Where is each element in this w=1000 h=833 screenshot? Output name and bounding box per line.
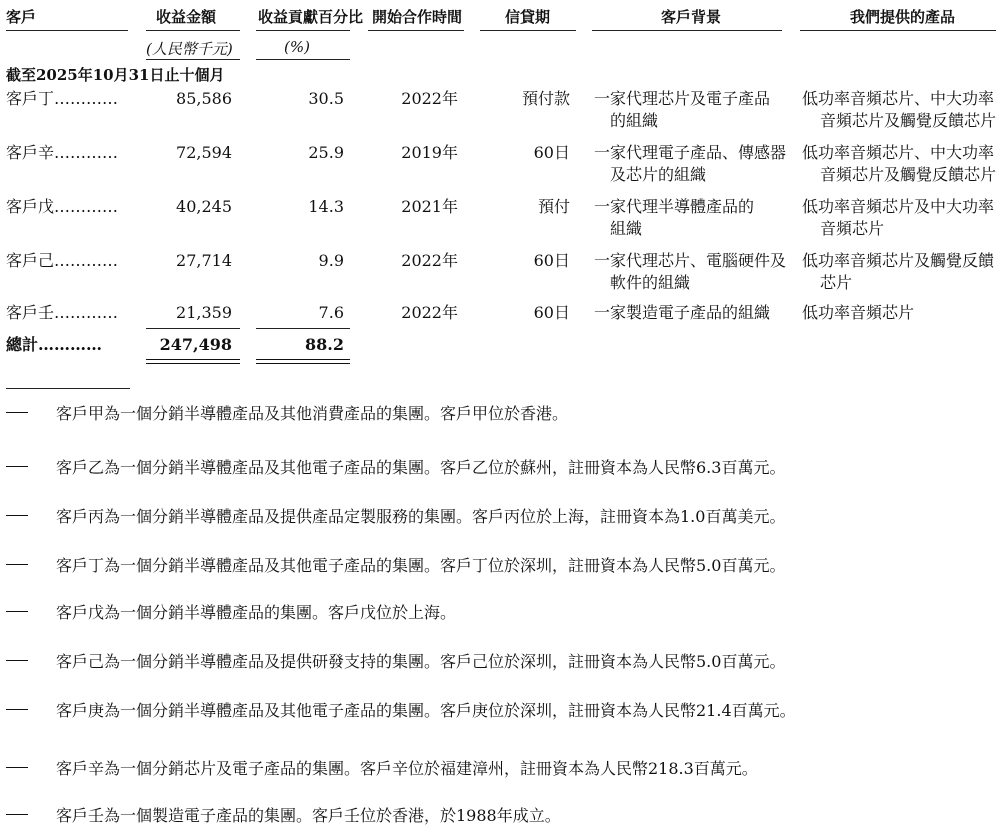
subtotal-rule xyxy=(256,328,350,329)
row-credit-term: 60日 xyxy=(533,143,570,162)
header-customer-background: 客戶背景 xyxy=(661,8,722,26)
row-pct: 14.3 xyxy=(308,197,344,216)
row-credit-term: 60日 xyxy=(533,303,570,322)
row-pct: 9.9 xyxy=(318,251,344,270)
header-start-year: 開始合作時間 xyxy=(372,8,463,26)
row-products-line1: 低功率音頻芯片及中大功率 xyxy=(802,197,995,216)
header-revenue-pct: 收益貢獻百分比 xyxy=(258,8,364,26)
note-item: 客戶戊為一個分銷半導體產品的集團。客戶戊位於上海。 xyxy=(56,603,457,622)
total-double-rule xyxy=(256,363,350,364)
note-item: 客戶庚為一個分銷半導體產品及其他電子產品的集團。客戶庚位於深圳，註冊資本為人民幣21.4百萬元。 xyxy=(56,701,796,720)
note-item: 客戶己為一個分銷半導體產品及提供研發支持的集團。客戶己位於深圳，註冊資本為人民幣5.0百萬元。 xyxy=(56,652,786,671)
unit-rmb-thousand: (人民幣千元) xyxy=(146,40,233,58)
footnote-separator xyxy=(6,388,130,389)
header-rule xyxy=(368,30,464,31)
header-rule xyxy=(6,30,128,31)
row-products-line2: 芯片 xyxy=(820,273,853,292)
row-customer: 客戶戊………… xyxy=(6,197,119,216)
header-revenue: 收益金額 xyxy=(156,8,217,26)
row-pct: 7.6 xyxy=(318,303,344,322)
row-products-line2: 音頻芯片及觸覺反饋芯片 xyxy=(820,111,997,130)
row-products-line1: 低功率音頻芯片 xyxy=(802,303,915,322)
note-dash xyxy=(6,660,28,661)
row-products-line2: 音頻芯片及觸覺反饋芯片 xyxy=(820,165,997,184)
total-label: 總計………… xyxy=(6,335,103,354)
note-dash xyxy=(6,412,28,413)
note-dash xyxy=(6,564,28,565)
note-item: 客戶甲為一個分銷半導體產品及其他消費產品的集團。客戶甲位於香港。 xyxy=(56,404,569,423)
row-customer: 客戶己………… xyxy=(6,251,119,270)
row-background-line1: 一家代理半導體產品的 xyxy=(594,197,755,216)
header-products: 我們提供的產品 xyxy=(850,8,956,26)
header-rule xyxy=(146,30,240,31)
note-dash xyxy=(6,611,28,612)
row-revenue: 72,594 xyxy=(176,143,232,162)
note-item: 客戶丙為一個分銷半導體產品及提供產品定製服務的集團。客戶丙位於上海，註冊資本為1.0百萬美元。 xyxy=(56,507,786,526)
row-pct: 30.5 xyxy=(308,89,344,108)
row-background-line2: 組織 xyxy=(610,219,643,238)
row-background-line1: 一家代理芯片及電子產品 xyxy=(594,89,771,108)
header-rule xyxy=(800,30,996,31)
row-start-year: 2019年 xyxy=(401,143,458,162)
unit-rule xyxy=(256,59,350,60)
header-rule xyxy=(592,30,782,31)
note-item: 客戶壬為一個製造電子產品的集團。客戶壬位於香港，於1988年成立。 xyxy=(56,806,561,825)
row-background-line1: 一家代理芯片、電腦硬件及 xyxy=(594,251,787,270)
note-item: 客戶乙為一個分銷半導體產品及其他電子產品的集團。客戶乙位於蘇州，註冊資本為人民幣6.3百萬元。 xyxy=(56,458,786,477)
row-background-line1: 一家製造電子產品的組織 xyxy=(594,303,771,322)
row-revenue: 27,714 xyxy=(176,251,232,270)
row-background-line2: 的組織 xyxy=(610,111,659,130)
row-credit-term: 60日 xyxy=(533,251,570,270)
row-start-year: 2022年 xyxy=(401,251,458,270)
row-customer: 客戶壬………… xyxy=(6,303,119,322)
total-double-rule xyxy=(146,359,240,360)
row-revenue: 85,586 xyxy=(176,89,232,108)
row-start-year: 2022年 xyxy=(401,303,458,322)
header-credit-term: 信貸期 xyxy=(505,8,551,26)
header-rule xyxy=(256,30,350,31)
subtotal-rule xyxy=(146,328,240,329)
note-dash xyxy=(6,709,28,710)
row-customer: 客戶丁………… xyxy=(6,89,119,108)
row-background-line2: 及芯片的組織 xyxy=(610,165,707,184)
row-credit-term: 預付 xyxy=(537,197,570,216)
period-label: 截至2025年10月31日止十個月 xyxy=(6,66,225,84)
row-revenue: 21,359 xyxy=(176,303,232,322)
header-rule xyxy=(480,30,576,31)
row-products-line1: 低功率音頻芯片、中大功率 xyxy=(802,89,995,108)
row-background-line2: 軟件的組織 xyxy=(610,273,691,292)
note-dash xyxy=(6,466,28,467)
note-dash xyxy=(6,814,28,815)
row-products-line1: 低功率音頻芯片、中大功率 xyxy=(802,143,995,162)
row-revenue: 40,245 xyxy=(176,197,232,216)
note-dash xyxy=(6,767,28,768)
total-revenue: 247,498 xyxy=(159,335,232,354)
total-pct: 88.2 xyxy=(305,335,344,354)
row-background-line1: 一家代理電子產品、傳感器 xyxy=(594,143,787,162)
header-customer: 客戶 xyxy=(6,8,37,26)
note-item: 客戶辛為一個分銷芯片及電子產品的集團。客戶辛位於福建漳州，註冊資本為人民幣218.3百萬元。 xyxy=(56,759,758,778)
row-products-line2: 音頻芯片 xyxy=(820,219,885,238)
row-credit-term: 預付款 xyxy=(521,89,570,108)
note-item: 客戶丁為一個分銷半導體產品及其他電子產品的集團。客戶丁位於深圳，註冊資本為人民幣5.0百萬元。 xyxy=(56,556,786,575)
total-double-rule xyxy=(146,363,240,364)
note-dash xyxy=(6,515,28,516)
unit-rule xyxy=(146,59,240,60)
row-customer: 客戶辛………… xyxy=(6,143,119,162)
total-double-rule xyxy=(256,359,350,360)
unit-percent: (%) xyxy=(284,38,310,56)
row-products-line1: 低功率音頻芯片及觸覺反饋 xyxy=(802,251,995,270)
row-pct: 25.9 xyxy=(308,143,344,162)
row-start-year: 2021年 xyxy=(401,197,458,216)
row-start-year: 2022年 xyxy=(401,89,458,108)
